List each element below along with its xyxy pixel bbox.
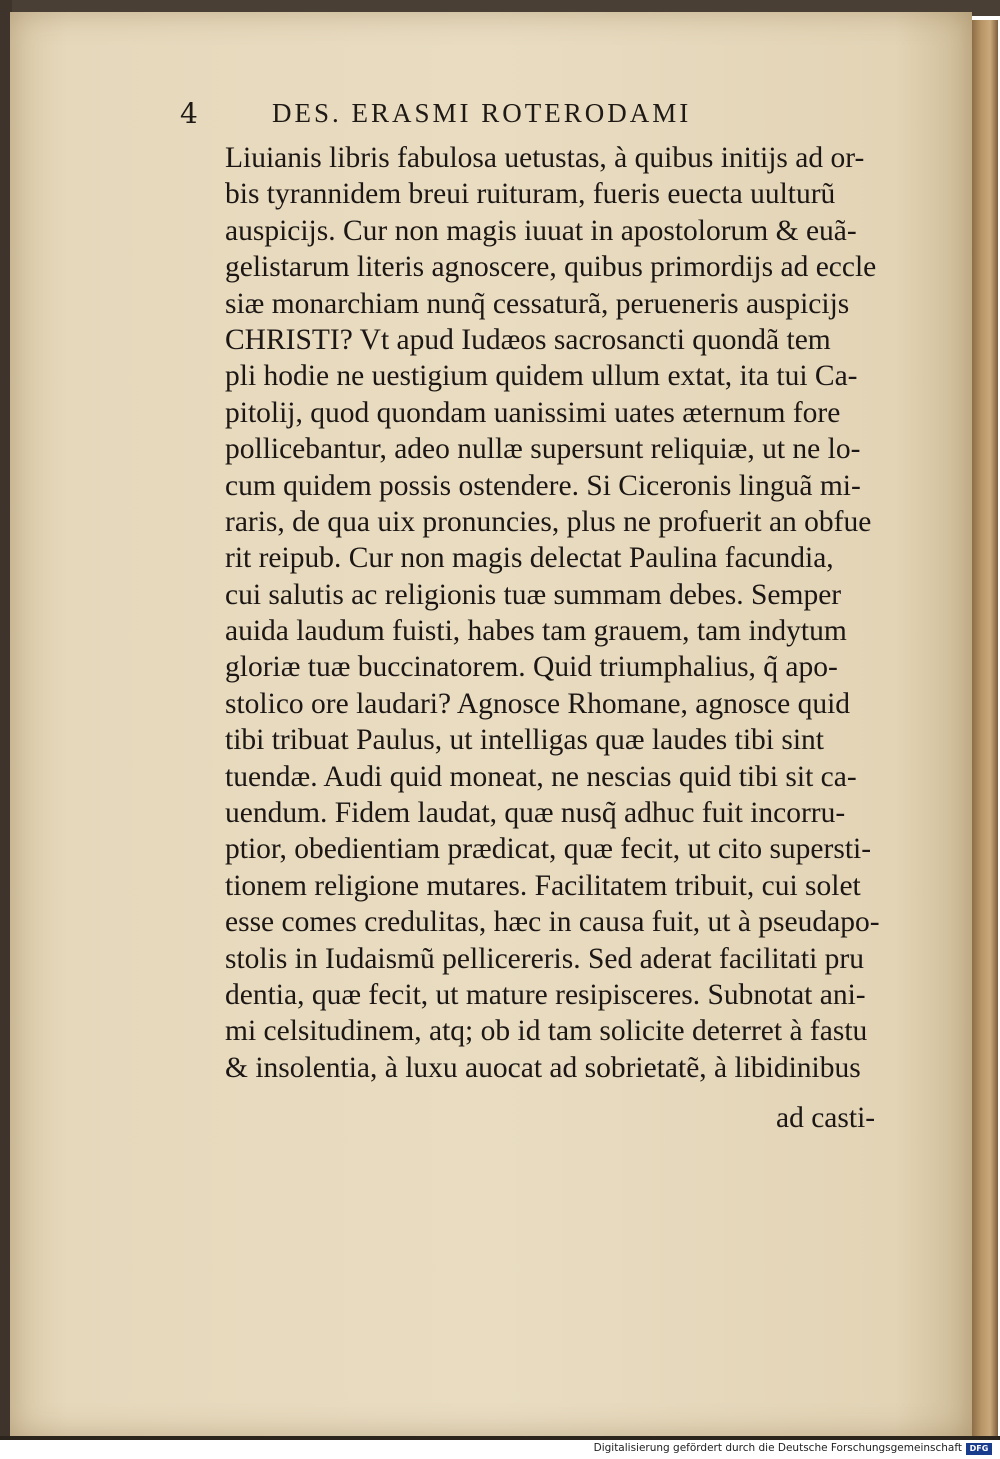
text-line: cui salutis ac religionis tuæ summam debes. Semper [225,578,842,611]
text-line: dentia, quæ fecit, ut mature resipisceres. Subnotat ani- [225,978,866,1011]
text-line: siæ monarchiam nunq̃ cessaturã, perueneris auspicijs [225,287,850,320]
text-line: rit reipub. Cur non magis delectat Paulina facundia, [225,542,834,575]
text-line: Liuianis libris fabulosa uetustas, à quibus initijs ad or- [225,142,865,174]
funding-credit: Digitalisierung gefördert durch die Deutsche Forschungsgemeinschaft [593,1442,962,1454]
text-line: auida laudum fuisti, habes tam grauem, tam indytum [225,615,847,648]
page-number: 4 [180,97,198,130]
text-line: gloriæ tuæ buccinatorem. Quid triumphalius, q̃ apo- [225,651,838,684]
text-line: CHRISTI? Vt apud Iudæos sacrosancti quondã tem [225,323,831,356]
text-line: esse comes credulitas, hæc in causa fuit, ut à pseudapo- [225,906,880,939]
text-line: raris, de qua uix pronuncies, plus ne profuerit an obfue [225,505,872,538]
text-line: auspicijs. Cur non magis iuuat in apostolorum & euã- [225,214,857,247]
text-line: mi celsitudinem, atq; ob id tam solicite deterret à fastu [225,1015,868,1048]
text-line: ptior, obedientiam prædicat, quæ fecit, ut cito supersti- [225,833,872,866]
text-line: & insolentia, à luxu auocat ad sobrietatẽ, à libidinibus [225,1051,861,1084]
book-page-edge [972,20,998,1436]
body-text [225,140,905,1086]
text-line: pitolij, quod quondam uanissimi uates æternum fore [225,396,841,429]
catchword: ad casti- [776,1102,876,1134]
text-line: stolis in Iudaismũ pellicereris. Sed aderat facilitati pru [225,942,864,975]
text-line: uendum. Fidem laudat, quæ nusq̃ adhuc fuit incorru- [225,797,846,830]
text-line: cum quidem possis ostendere. Si Ciceronis linguã mi- [225,469,861,502]
text-line: pli hodie ne uestigium quidem ullum extat, ita tui Ca- [225,360,858,393]
text-line: pollicebantur, adeo nullæ supersunt reliquiæ, ut ne lo- [225,433,861,466]
running-head: DES. ERASMI ROTERODAMI [272,98,692,128]
text-line: gelistarum literis agnoscere, quibus primordijs ad eccle [225,251,877,284]
text-line: tionem religione mutares. Facilitatem tribuit, cui solet [225,869,861,902]
footer-bar [0,1440,1000,1459]
text-line: tibi tribuat Paulus, ut intelligas quæ laudes tibi sint [225,724,824,757]
text-line: bis tyrannidem breui ruituram, fueris euecta uulturũ [225,178,836,211]
dfg-logo-icon: DFG [966,1443,992,1455]
text-line: stolico ore laudari? Agnosce Rhomane, agnosce quid [225,687,851,720]
text-line: tuendæ. Audi quid moneat, ne nescias quid tibi sit ca- [225,760,857,793]
